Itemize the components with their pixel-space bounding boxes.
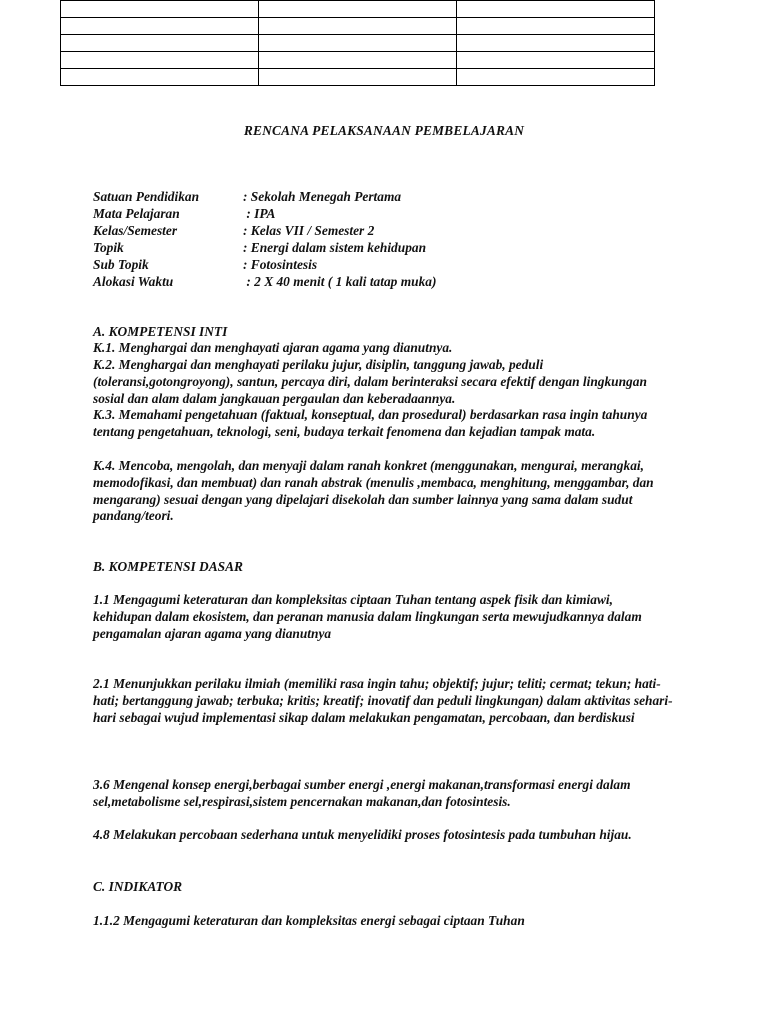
identity-value: : Sekolah Menegah Pertama	[243, 189, 402, 204]
identity-row	[93, 205, 275, 222]
kd-1-1: 1.1 Mengagumi keteraturan dan kompleksitas ciptaan Tuhan tentang aspek fisik dan kimiawi, kehidupan dalam ekosistem, dan peranan manusia dalam lingkungan serta mewujudkannya dalam pengamalan ajaran agama yang dianutnya	[93, 592, 642, 641]
identity-label: Kelas/Semester	[93, 223, 178, 238]
identity-label: Satuan Pendidikan	[93, 189, 200, 204]
identity-value: : 2 X 40 menit ( 1 kali tatap muka)	[243, 274, 437, 289]
identity-row	[93, 273, 436, 290]
section-b-heading: B. KOMPETENSI DASAR	[93, 559, 243, 574]
identity-row	[93, 222, 374, 239]
identity-row	[93, 188, 401, 205]
identity-label: Topik	[93, 240, 124, 255]
identity-label: Mata Pelajaran	[93, 206, 180, 221]
table-row	[61, 69, 655, 86]
header-table	[60, 0, 655, 86]
kd-2-1: 2.1 Menunjukkan perilaku ilmiah (memiliki rasa ingin tahu; objektif; jujur; teliti; cermat; tekun; hati-hati; bertanggung jawab; terbuka; kritis; kreatif; inovatif dan peduli lingkungan) dalam aktivitas sehari-hari sebagai wujud implementasi sikap dalam melakukan pengamatan, percobaan, dan berdiskusi	[93, 676, 673, 725]
table-row	[61, 18, 655, 35]
identity-value: : Energi dalam sistem kehidupan	[243, 240, 427, 255]
kd-4-8: 4.8 Melakukan percobaan sederhana untuk menyelidiki proses fotosintesis pada tumbuhan hijau.	[93, 827, 632, 842]
indikator-1-1-2: 1.1.2 Mengagumi keteraturan dan kompleksitas energi sebagai ciptaan Tuhan	[93, 913, 525, 928]
identity-value: : Kelas VII / Semester 2	[243, 223, 375, 238]
kd-3-6: 3.6 Mengenal konsep energi,berbagai sumber energi ,energi makanan,transformasi energi dalam sel,metabolisme sel,respirasi,sistem pencernakan makanan,dan fotosintesis.	[93, 777, 631, 809]
identity-row	[93, 256, 317, 273]
ki-1: K.1. Menghargai dan menghayati ajaran agama yang dianutnya.	[93, 340, 453, 355]
table-row	[61, 35, 655, 52]
ki-4: K.4. Mencoba, mengolah, dan menyaji dalam ranah konkret (menggunakan, mengurai, merangkai, memodofikasi, dan membuat) dan ranah abstrak (menulis ,membaca, menghitung, menggambar, dan mengarang) sesuai dengan yang dipelajari disekolah dan sumber lainnya yang sama dalam sudut pandang/teori.	[93, 458, 654, 524]
identity-value: : Fotosintesis	[243, 257, 318, 272]
section-a-heading: A. KOMPETENSI INTI	[93, 324, 228, 339]
page-title: RENCANA PELAKSANAAN PEMBELAJARAN	[243, 123, 525, 138]
identity-row	[93, 239, 426, 256]
identity-label: Alokasi Waktu	[93, 274, 174, 289]
ki-2: K.2. Menghargai dan menghayati perilaku jujur, disiplin, tanggung jawab, peduli (toleransi,gotongroyong), santun, percaya diri, dalam berinteraksi secara efektif dengan lingkungan sosial dan alam dalam jangkauan pergaulan dan keberadaannya.	[93, 357, 647, 406]
ki-3: K.3. Memahami pengetahuan (faktual, konseptual, dan prosedural) berdasarkan rasa ingin tahunya tentang pengetahuan, teknologi, seni, budaya terkait fenomena dan kejadian tampak mata.	[93, 407, 648, 439]
identity-value: : IPA	[243, 206, 276, 221]
section-c-heading: C. INDIKATOR	[93, 879, 183, 894]
table-row	[61, 52, 655, 69]
identity-label: Sub Topik	[93, 257, 149, 272]
table-row	[61, 1, 655, 18]
